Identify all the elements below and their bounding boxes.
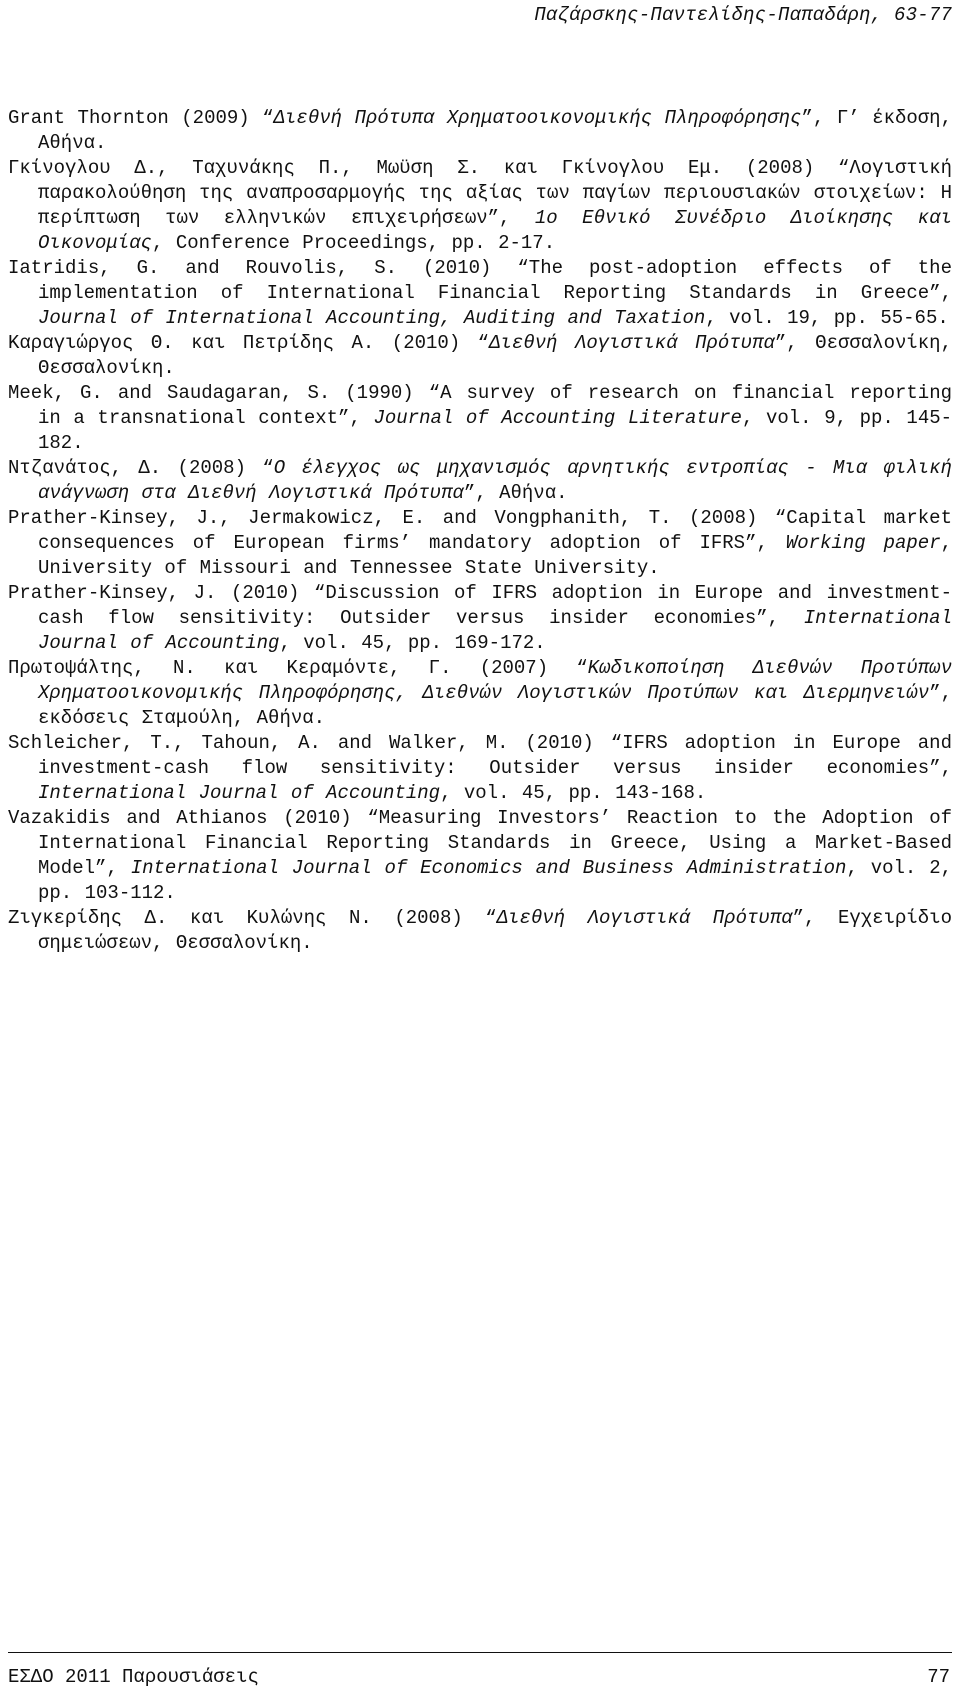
reference-entry: [8, 156, 952, 256]
reference-text: Grant Thornton (2009) “: [8, 107, 274, 129]
footer-conference-label: ΕΣΔΟ 2011 Παρουσιάσεις: [8, 1666, 259, 1688]
reference-title-italic: Διεθνή Λογιστικά Πρότυπα: [496, 907, 793, 929]
reference-text: Πρωτοψάλτης, Ν. και Κεραμόντε, Γ. (2007) “: [8, 657, 588, 679]
reference-entry: [8, 256, 952, 331]
reference-entry: [8, 506, 952, 581]
page-number: 77: [927, 1666, 950, 1688]
reference-text: Prather-Kinsey, J., Jermakowicz, E. and Vongphanith, T. (2008) “Capital market consequences of European firms’ mandatory adoption of IFRS”,: [8, 507, 952, 554]
reference-entry: [8, 906, 952, 956]
reference-entry: [8, 106, 952, 156]
reference-text: ”, Γ’ έκδοση, Αθήνα.: [38, 107, 952, 154]
reference-entry: [8, 806, 952, 906]
reference-entry: [8, 456, 952, 506]
reference-text: , vol. 45, pp. 169-172.: [279, 632, 546, 654]
reference-list: [8, 106, 952, 956]
reference-text: , vol. 45, pp. 143-168.: [440, 782, 707, 804]
reference-title-italic: International Journal of Accounting: [38, 607, 952, 654]
reference-text: ”, Θεσσαλονίκη, Θεσσαλονίκη.: [38, 332, 952, 379]
reference-title-italic: Διεθνή Πρότυπα Χρηματοοικονομικής Πληροφόρησης: [273, 107, 802, 129]
reference-text: Schleicher, T., Tahoun, A. and Walker, M. (2010) “IFRS adoption in Europe and investment-cash flow sensitivity: Outsider versus insider economies”,: [8, 732, 952, 779]
reference-title-italic: Ο έλεγχος ως μηχανισμός αρνητικής εντροπίας - Μια φιλική ανάγνωση στα Διεθνή Λογιστικά Πρότυπα: [38, 457, 952, 504]
reference-text: , vol. 9, pp. 145-182.: [38, 407, 953, 454]
reference-text: ”, Εγχειρίδιο σημειώσεων, Θεσσαλονίκη.: [38, 907, 952, 954]
reference-text: Γκίνογλου Δ., Ταχυνάκης Π., Μωϋση Σ. και Γκίνογλου Εμ. (2008) “Λογιστική παρακολούθηση της αναπροσαρμογής της αξίας των παγίων περιουσιακών στοιχείων: Η περίπτωση των ελληνικών επιχειρήσεων”,: [8, 157, 952, 229]
reference-title-italic: Working paper: [785, 532, 941, 554]
reference-text: Meek, G. and Saudagaran, S. (1990) “A survey of research on financial reporting in a transnational context”,: [8, 382, 952, 429]
reference-title-italic: Διεθνή Λογιστικά Πρότυπα: [489, 332, 775, 354]
reference-text: Ντζανάτος, Δ. (2008) “: [8, 457, 274, 479]
reference-text: , University of Missouri and Tennessee State University.: [38, 532, 952, 579]
reference-text: , vol. 19, pp. 55-65.: [705, 307, 949, 329]
reference-entry: [8, 656, 952, 731]
reference-text: Prather-Kinsey, J. (2010) “Discussion of IFRS adoption in Europe and investment-cash flow sensitivity: Outsider versus insider economies”,: [8, 582, 952, 629]
reference-text: Ζιγκερίδης Δ. και Κυλώνης Ν. (2008) “: [8, 907, 497, 929]
reference-entry: [8, 331, 952, 381]
reference-text: , vol. 2, pp. 103-112.: [38, 857, 952, 904]
running-head: Παζάρσκης-Παντελίδης-Παπαδάρη, 63-77: [534, 4, 952, 26]
reference-title-italic: International Journal of Economics and Business Administration: [130, 857, 847, 879]
reference-text: Vazakidis and Athianos (2010) “Measuring Investors’ Reaction to the Adoption of International Financial Reporting Standards in Greece, Using a Market-Based Model”,: [8, 807, 952, 879]
reference-text: ”, εκδόσεις Σταμούλη, Αθήνα.: [38, 682, 952, 729]
reference-text: , Conference Proceedings, pp. 2-17.: [152, 232, 556, 254]
reference-title-italic: 1ο Εθνικό Συνέδριο Διοίκησης και Οικονομίας: [38, 207, 952, 254]
reference-title-italic: Κωδικοποίηση Διεθνών Προτύπων Χρηματοοικονομικής Πληροφόρησης, Διεθνών Λογιστικών Προτύπων και Διερμηνειών: [38, 657, 952, 704]
reference-entry: [8, 731, 952, 806]
reference-text: ”, Αθήνα.: [463, 482, 568, 504]
reference-title-italic: Journal of International Accounting, Auditing and Taxation: [38, 307, 706, 329]
footer-divider: [8, 1652, 952, 1653]
reference-title-italic: International Journal of Accounting: [38, 782, 441, 804]
reference-entry: [8, 381, 952, 456]
reference-title-italic: Journal of Accounting Literature: [373, 407, 742, 429]
reference-entry: [8, 581, 952, 656]
reference-text: Καραγιώργος Θ. και Πετρίδης Α. (2010) “: [8, 332, 490, 354]
reference-text: Iatridis, G. and Rouvolis, S. (2010) “The post-adoption effects of the implementation of International Financial Reporting Standards in Greece”,: [8, 257, 952, 304]
